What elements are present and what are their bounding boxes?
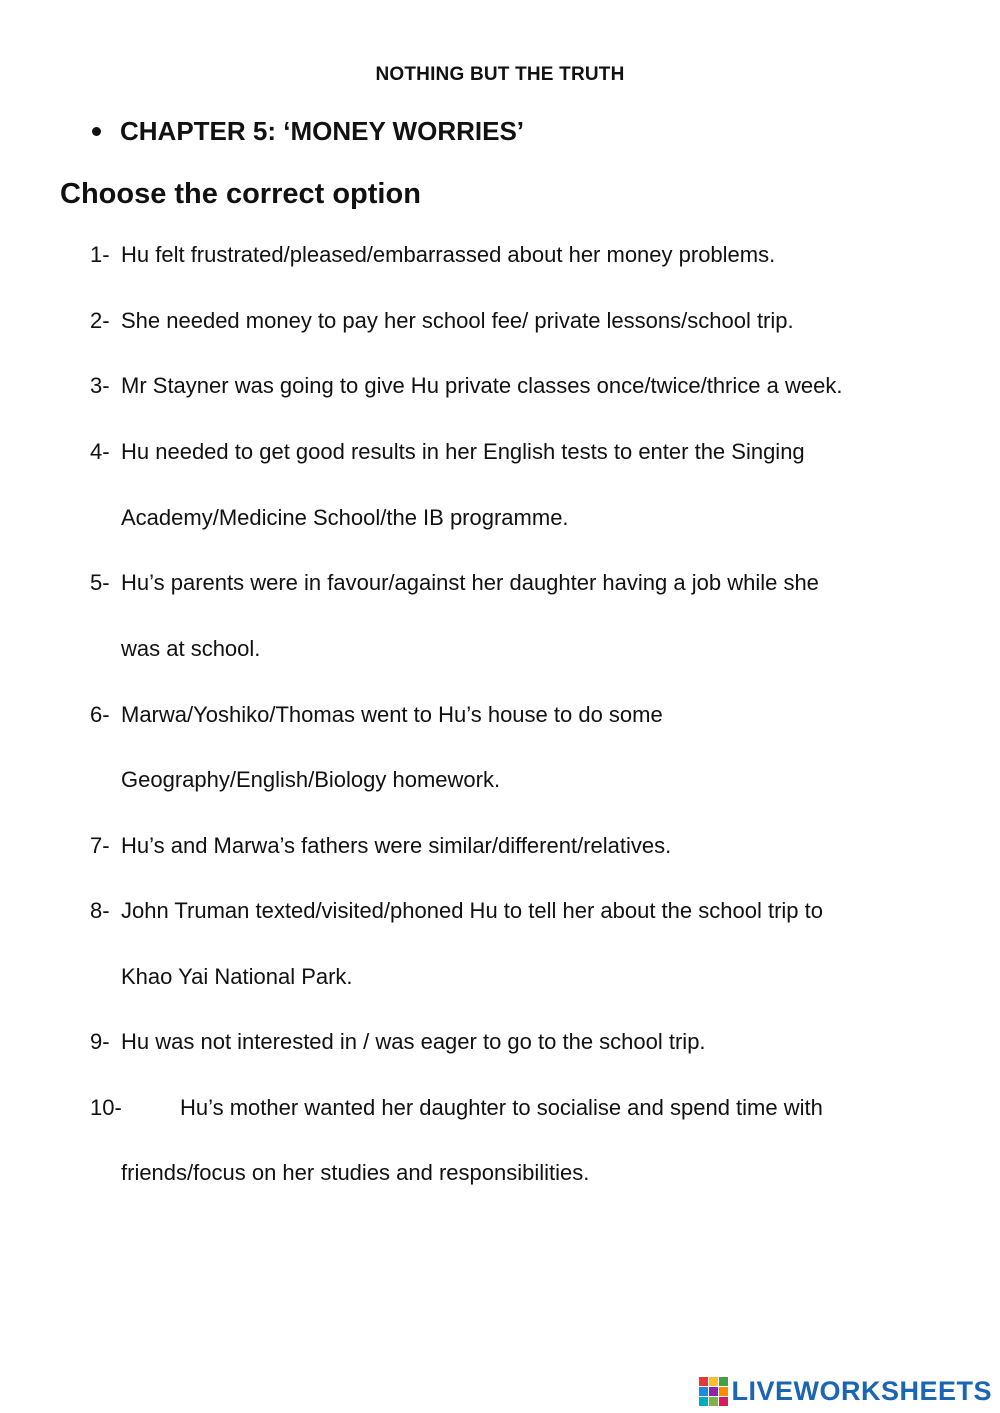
question-text: She needed money to pay her school fee/ private lessons/school trip.	[121, 308, 794, 333]
document-title: NOTHING BUT THE TRUTH	[375, 64, 625, 85]
question-number: 1-	[90, 242, 110, 267]
question-text: Hu was not interested in / was eager to go to the school trip.	[121, 1029, 706, 1054]
instructions-heading: Choose the correct option	[60, 178, 421, 210]
bullet-icon	[92, 127, 101, 136]
question-text-continued: Geography/English/Biology homework.	[121, 767, 501, 792]
question-number: 8-	[90, 898, 110, 923]
question-text-continued: Khao Yai National Park.	[121, 964, 353, 989]
chapter-title: CHAPTER 5: ‘MONEY WORRIES’	[120, 116, 525, 146]
question-number: 9-	[90, 1029, 110, 1054]
question-text: Hu felt frustrated/pleased/embarrassed about her money problems.	[121, 242, 776, 267]
liveworksheets-logo	[699, 1375, 992, 1407]
question-number: 10-	[90, 1095, 122, 1120]
question-number: 3-	[90, 373, 110, 398]
question-text: Marwa/Yoshiko/Thomas went to Hu’s house to do some	[121, 702, 663, 727]
question-number: 7-	[90, 833, 110, 858]
question-text: John Truman texted/visited/phoned Hu to tell her about the school trip to	[121, 898, 823, 923]
question-text: Hu’s mother wanted her daughter to socialise and spend time with	[180, 1095, 823, 1120]
question-text-continued: was at school.	[121, 636, 261, 661]
question-number: 5-	[90, 570, 110, 595]
question-text-continued: friends/focus on her studies and responsibilities.	[121, 1160, 590, 1185]
question-text: Hu’s and Marwa’s fathers were similar/different/relatives.	[121, 833, 672, 858]
chapter-heading	[92, 116, 524, 147]
question-number: 2-	[90, 308, 110, 333]
question-text: Hu’s parents were in favour/against her daughter having a job while she	[121, 570, 819, 595]
question-number: 6-	[90, 702, 110, 727]
question-number: 4-	[90, 439, 110, 464]
question-text-continued: Academy/Medicine School/the IB programme.	[121, 505, 569, 530]
liveworksheets-mark-icon	[699, 1377, 728, 1406]
question-text: Mr Stayner was going to give Hu private classes once/twice/thrice a week.	[121, 373, 843, 398]
question-text: Hu needed to get good results in her English tests to enter the Singing	[121, 439, 805, 464]
liveworksheets-logo-text: LIVEWORKSHEETS	[731, 1375, 992, 1406]
